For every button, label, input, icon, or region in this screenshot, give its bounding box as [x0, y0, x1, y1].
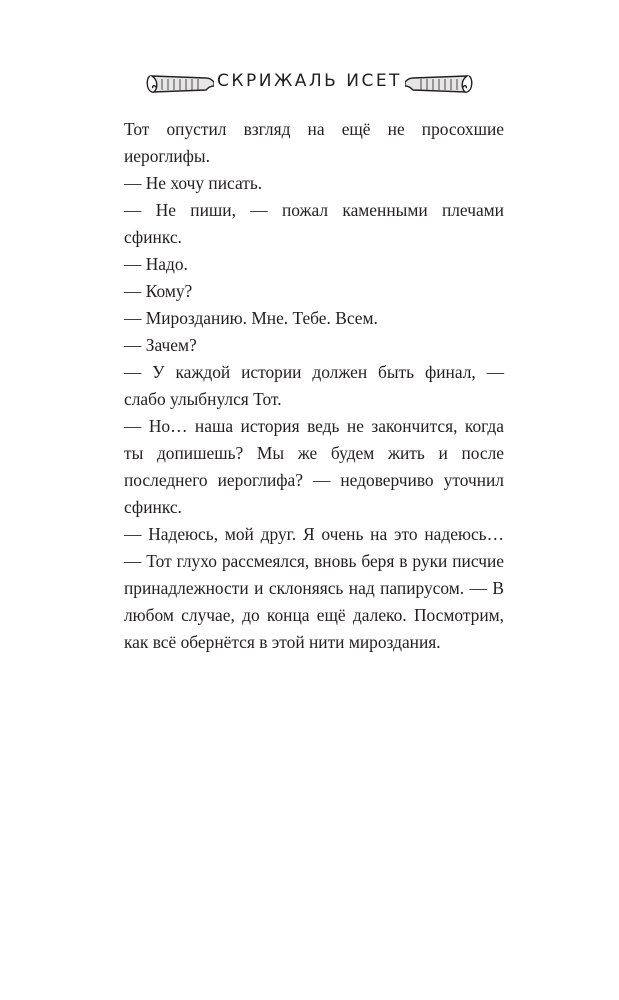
paragraph: — Но… наша история ведь не закончится, когда ты допишешь? Мы же будем жить и после последнего иероглифа? — недоверчиво уточнил сфинкс. — [124, 416, 504, 517]
paragraph: — У каждой истории должен быть финал, — слабо улыбнулся Тот. — [124, 362, 504, 409]
paragraph: — Мирозданию. Мне. Тебе. Всем. — [124, 308, 378, 328]
scroll-ornament-right-icon — [405, 66, 475, 102]
paragraph: — Зачем? — [124, 335, 197, 355]
running-head — [0, 66, 619, 102]
running-head-title: СКРИЖАЛЬ ИСЕТ — [217, 71, 402, 91]
paragraph: — Кому? — [124, 281, 193, 301]
paragraph: — Не пиши, — пожал каменными плечами сфинкс. — [124, 200, 504, 247]
paragraph: Тот опустил взгляд на ещё не просохшие иероглифы. — [124, 119, 504, 166]
paragraph: — Надо. — [124, 254, 188, 274]
paragraph: — Надеюсь, мой друг. Я очень на это надеюсь… — Тот глухо рассмеялся, вновь беря в руки писчие принадлежности и склоняясь над папирусом. — В любом случае, до конца ещё далеко. Посмотрим, как всё обернётся в этой нити мироздания. — [124, 524, 504, 652]
body-text — [124, 116, 504, 656]
paragraph: — Не хочу писать. — [124, 173, 263, 193]
